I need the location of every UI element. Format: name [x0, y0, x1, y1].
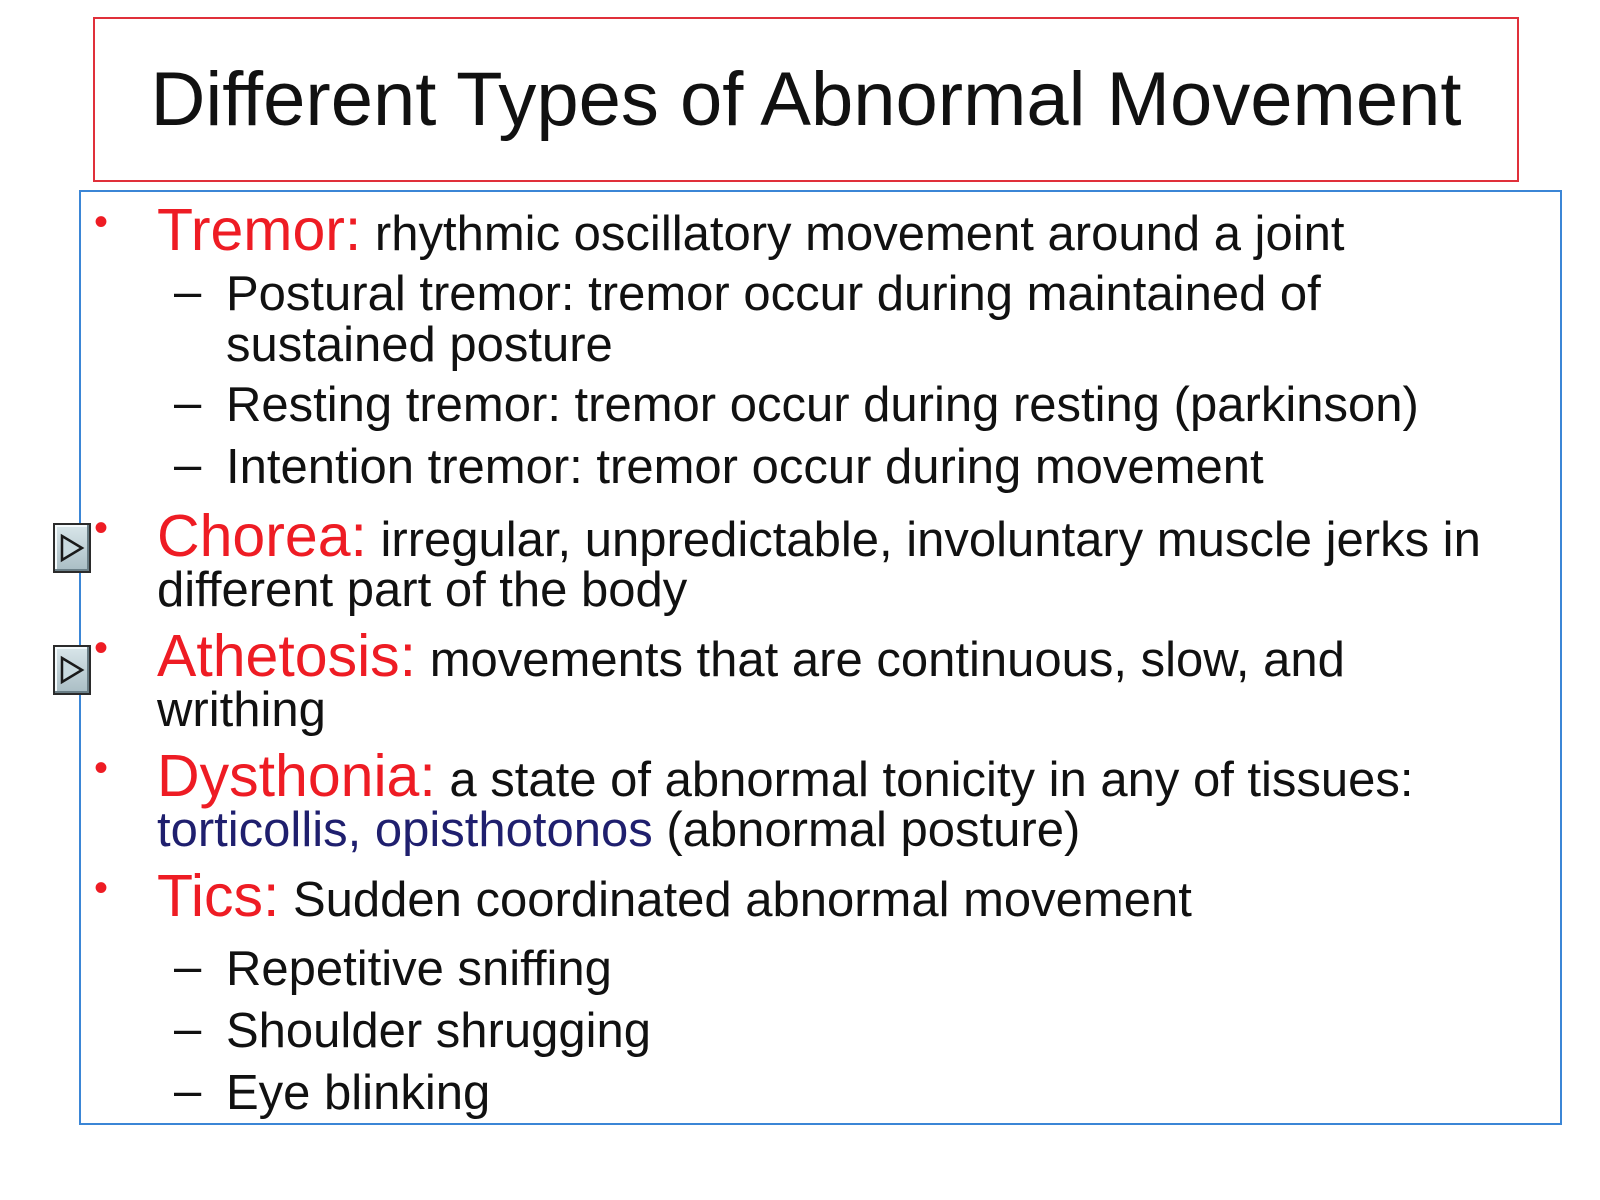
dash-icon: – — [174, 1002, 202, 1056]
dash-icon: – — [174, 376, 202, 430]
desc-chorea: irregular, unpredictable, involuntary muscle jerks in — [366, 513, 1481, 567]
dash-icon: – — [174, 438, 202, 492]
cont-dysthonia — [157, 802, 1080, 858]
play-icon — [59, 655, 85, 685]
play-button[interactable] — [53, 523, 91, 573]
subitem-postural-tremor-cont: sustained posture — [226, 318, 613, 372]
bullet-icon: • — [94, 506, 109, 550]
subitem-postural-tremor: Postural tremor: tremor occur during maintained of — [226, 267, 1321, 321]
term-chorea: Chorea: — [157, 503, 367, 569]
term-dysthonia: Dysthonia: — [157, 743, 436, 809]
list-item-chorea — [157, 502, 1481, 570]
bullet-icon: • — [94, 200, 109, 244]
desc-tremor: rhythmic oscillatory movement around a joint — [361, 207, 1345, 261]
highlight-terms: torticollis, opisthotonos — [157, 803, 653, 857]
subitem-resting-tremor: Resting tremor: tremor occur during resting (parkinson) — [226, 378, 1419, 432]
list-item-tics — [157, 862, 1192, 930]
bullet-icon: • — [94, 866, 109, 910]
cont-chorea: different part of the body — [157, 563, 688, 617]
desc-athetosis: movements that are continuous, slow, and — [416, 633, 1345, 687]
cont-dysthonia-rest: (abnormal posture) — [652, 803, 1081, 857]
subitem-repetitive-sniffing: Repetitive sniffing — [226, 942, 612, 996]
dash-icon: – — [174, 1064, 202, 1118]
cont-athetosis: writhing — [157, 683, 326, 737]
term-athetosis: Athetosis: — [157, 623, 417, 689]
desc-tics: Sudden coordinated abnormal movement — [279, 873, 1192, 927]
subitem-intention-tremor: Intention tremor: tremor occur during movement — [226, 440, 1264, 494]
list-item-tremor — [157, 196, 1344, 264]
slide-title: Different Types of Abnormal Movement — [150, 56, 1462, 142]
term-tremor: Tremor: — [157, 197, 362, 263]
bullet-icon: • — [94, 746, 109, 790]
dash-icon: – — [174, 265, 202, 319]
desc-dysthonia: a state of abnormal tonicity in any of tissues: — [435, 753, 1414, 807]
list-item-athetosis — [157, 622, 1345, 690]
slide-title-box — [93, 17, 1519, 182]
play-icon — [59, 533, 85, 563]
list-item-dysthonia — [157, 742, 1414, 810]
dash-icon: – — [174, 940, 202, 994]
subitem-shoulder-shrugging: Shoulder shrugging — [226, 1004, 651, 1058]
subitem-eye-blinking: Eye blinking — [226, 1066, 491, 1120]
term-tics: Tics: — [157, 863, 280, 929]
play-button[interactable] — [53, 645, 91, 695]
bullet-icon: • — [94, 626, 109, 670]
